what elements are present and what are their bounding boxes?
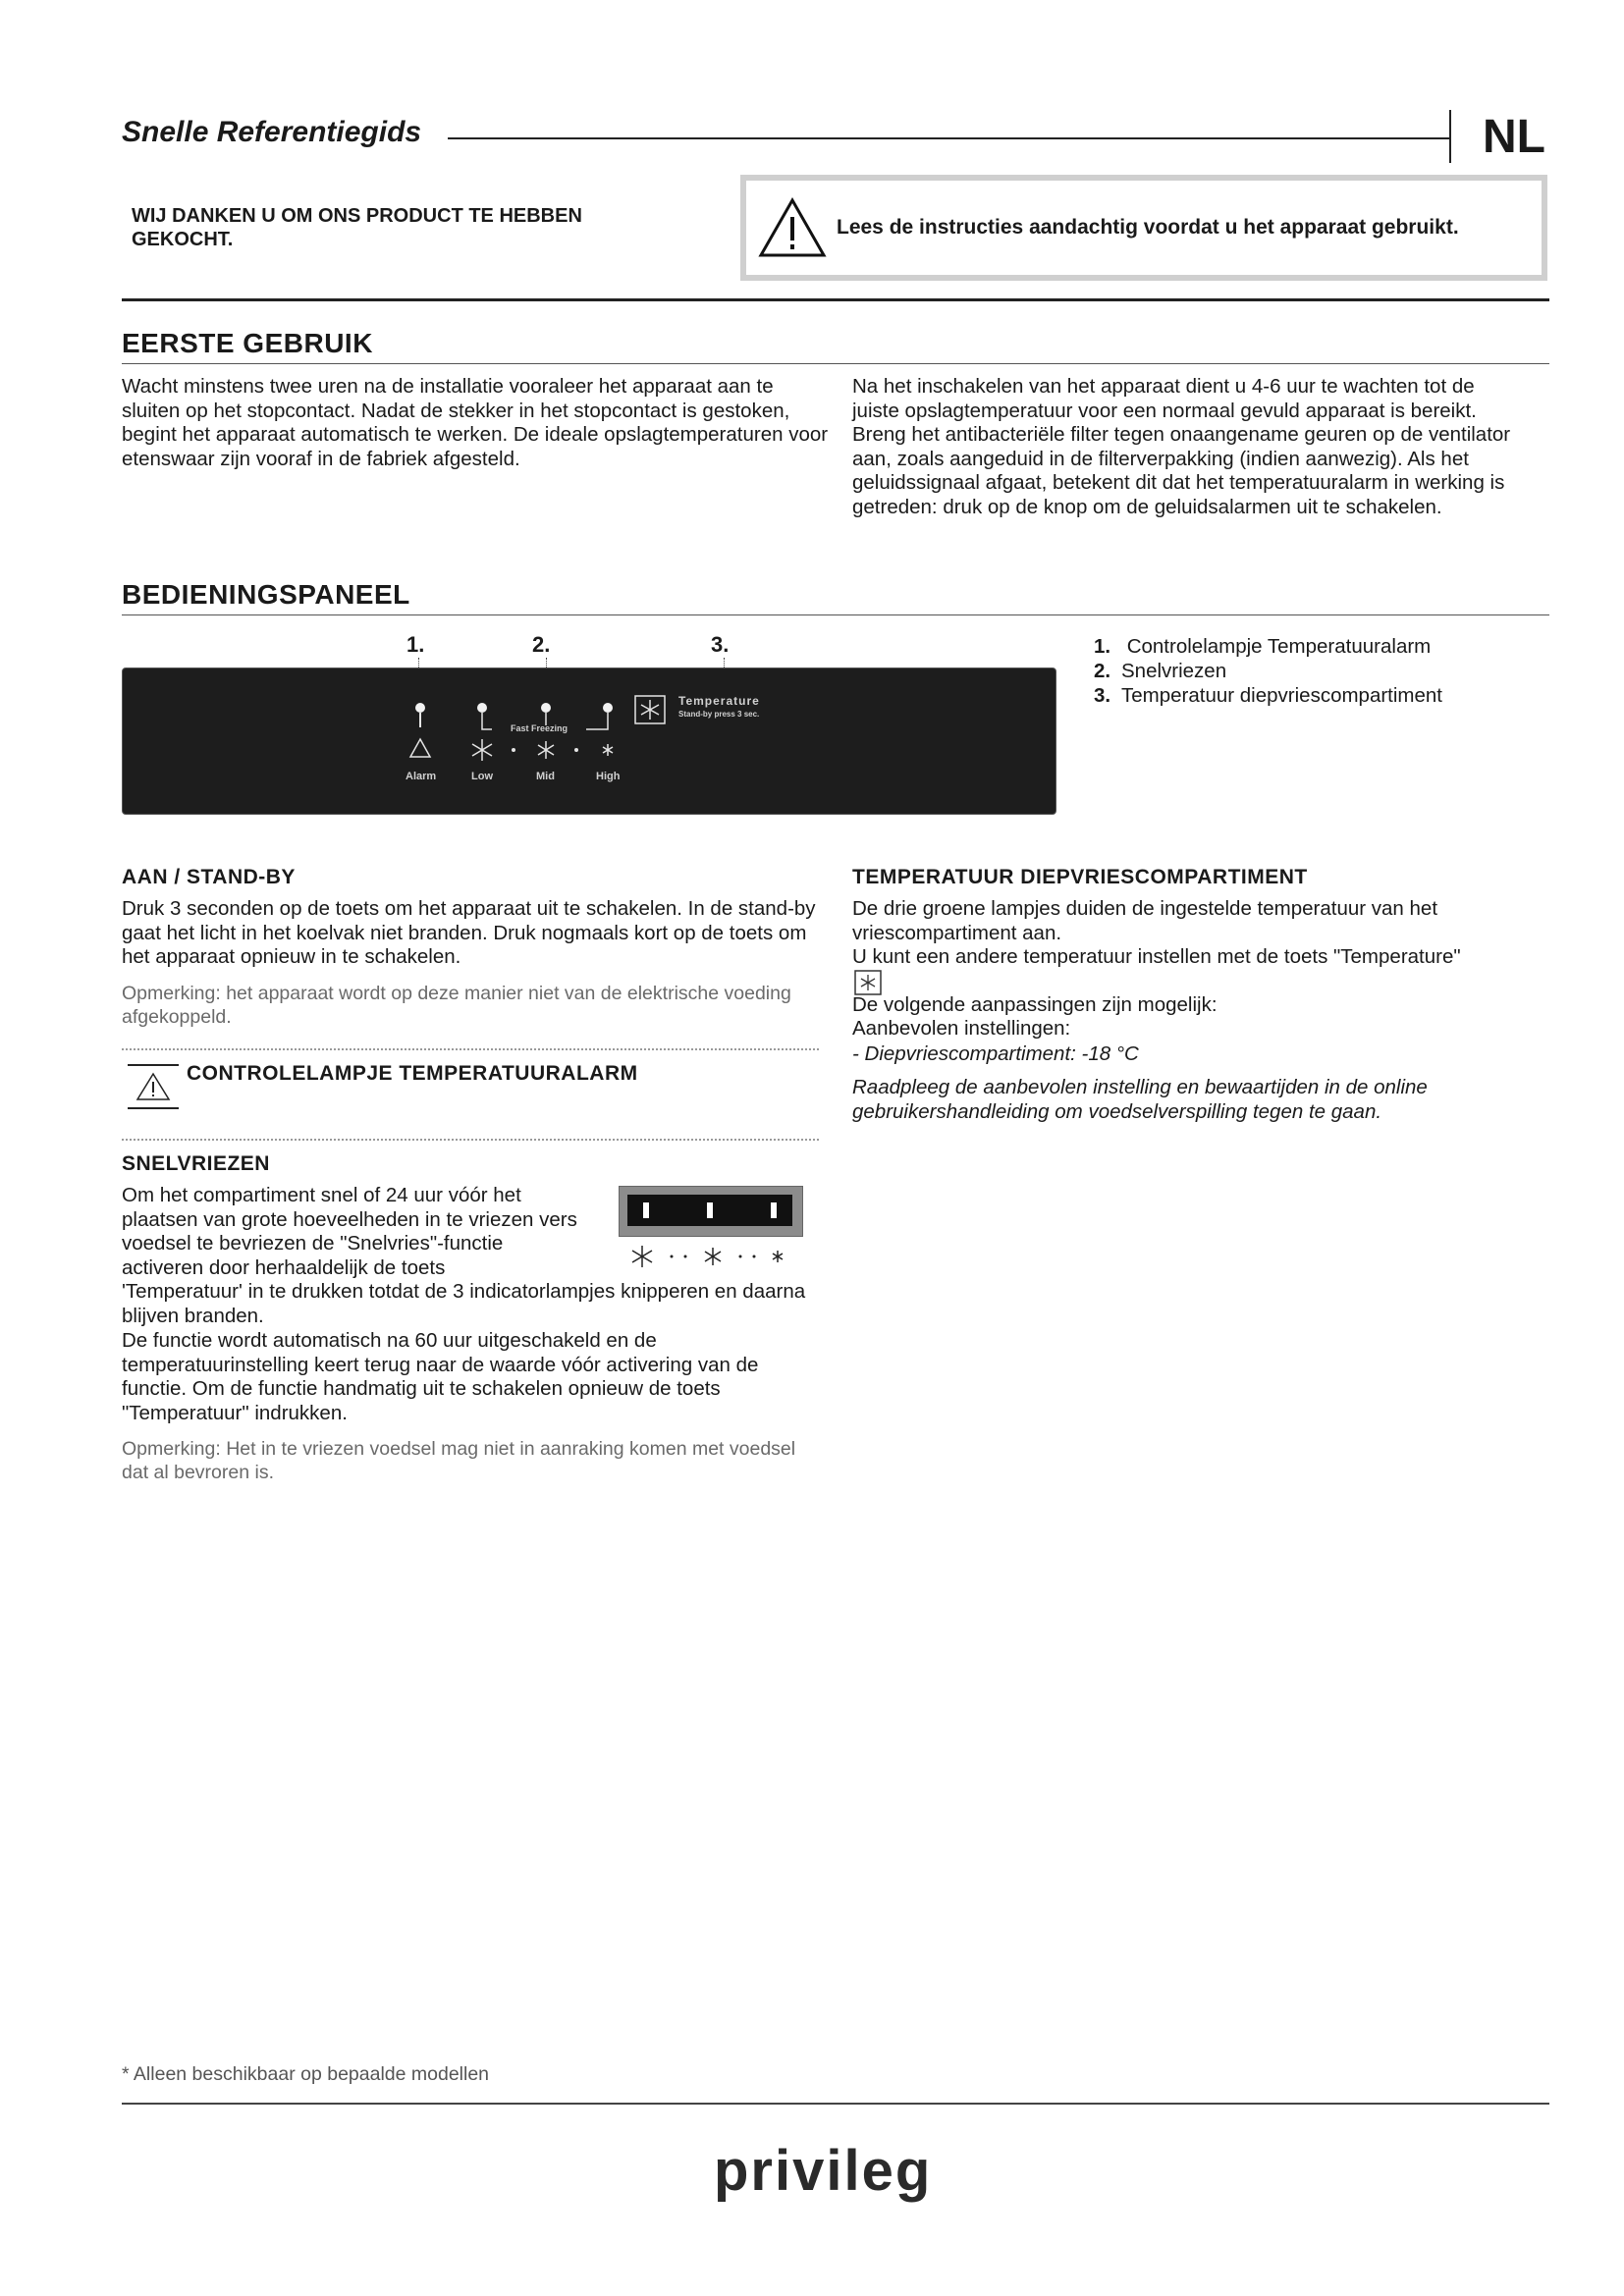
temperature-line-2: U kunt een andere temperatuur instellen met de toets "Temperature" <box>852 945 1461 968</box>
control-panel-image <box>122 667 1056 815</box>
thank-you-text: WIJ DANKEN U OM ONS PRODUCT TE HEBBEN GEKOCHT. <box>132 205 582 250</box>
warning-text: Lees de instructies aandachtig voordat u het apparaat gebruikt. <box>837 216 1459 239</box>
legend-number: 3. <box>1094 684 1111 707</box>
standby-note: Opmerking: het apparaat wordt op deze manier niet van de elektrische voeding afgekoppeld. <box>122 983 791 1028</box>
header-bottom-rule <box>122 298 1549 301</box>
control-panel-rule <box>122 614 1549 615</box>
first-use-rule <box>122 363 1549 364</box>
warning-box <box>740 175 1547 281</box>
alarm-label: Alarm <box>406 771 437 782</box>
control-panel-legend <box>1094 634 1442 708</box>
standby-text: Druk 3 seconden op de toets om het apparaat uit te schakelen. In de stand-by gaat het licht in het koelvak niet branden. Druk nogmaals kort op de toets om het apparaat opnieuw in te schakelen. <box>122 897 816 969</box>
alarm-divider <box>122 1139 819 1141</box>
legend-item-2 <box>1094 659 1442 683</box>
standby-title: AAN / STAND-BY <box>122 866 296 888</box>
first-use-left-text: Wacht minstens twee uren na de installatie vooraleer het apparaat aan te sluiten op het stopcontact. Nadat de stekker in het stopcontact is gestoken, begint het apparaat automatisch te werken. De ideale opslagtemperaturen voor etenswaar zijn vooraf in de fabriek afgesteld. <box>122 375 829 470</box>
alarm-title: CONTROLELAMPJE TEMPERATUURALARM <box>187 1062 638 1085</box>
temperature-line-6: Raadpleeg de aanbevolen instelling en bewaartijden in de online gebruikershandleiding om voedselverspilling tegen te gaan. <box>852 1076 1428 1123</box>
temperature-line-4: Aanbevolen instellingen: <box>852 1017 1071 1040</box>
header-rule <box>448 137 1449 139</box>
fast-freeze-note: Opmerking: Het in te vriezen voedsel mag niet in aanraking komen met voedsel dat al bevroren is. <box>122 1438 796 1483</box>
panel-graphics <box>123 668 1057 816</box>
temperature-line-5: - Diepvriescompartiment: -18 °C <box>852 1042 1139 1065</box>
legend-item-3 <box>1094 683 1442 708</box>
legend-item-1 <box>1094 634 1442 659</box>
language-code: NL <box>1483 111 1545 163</box>
low-label: Low <box>471 771 493 782</box>
temperature-line-1: De drie groene lampjes duiden de ingestelde temperatuur van het vriescompartiment aan. <box>852 897 1438 944</box>
callout-3: 3. <box>711 632 730 657</box>
header-divider <box>1449 110 1451 163</box>
brand-logo: privileg <box>714 2139 933 2203</box>
legend-label: Controlelampje Temperatuuralarm <box>1126 635 1432 658</box>
legend-label: Temperatuur diepvriescompartiment <box>1121 684 1442 707</box>
legend-number: 2. <box>1094 660 1111 682</box>
fast-freeze-text-3: De functie wordt automatisch na 60 uur uitgeschakeld en de temperatuurinstelling keert terug naar de waarde vóór activering van de functie. Om de functie handmatig uit te schakelen opnieuw de toets "Temperatuur" indrukken. <box>122 1329 759 1424</box>
document-title: Snelle Referentiegids <box>122 116 422 148</box>
fast-freezing-label: Fast Freezing <box>511 723 568 733</box>
temperature-line-3: De volgende aanpassingen zijn mogelijk: <box>852 993 1218 1016</box>
control-panel-title: BEDIENINGSPANEEL <box>122 579 410 610</box>
legend-label: Snelvriezen <box>1121 660 1227 682</box>
footnote: * Alleen beschikbaar op bepaalde modellen <box>122 2063 490 2085</box>
standby-divider <box>122 1048 819 1050</box>
legend-number: 1. <box>1094 635 1111 658</box>
fast-freeze-panel-image <box>619 1186 803 1237</box>
standby-label: Stand-by press 3 sec. <box>678 710 760 719</box>
mid-label: Mid <box>536 771 555 782</box>
high-label: High <box>596 771 621 782</box>
led-mid <box>707 1202 713 1218</box>
temperature-title: TEMPERATUUR DIEPVRIESCOMPARTIMENT <box>852 866 1308 888</box>
fast-freeze-panel-display <box>627 1195 792 1226</box>
led-low <box>643 1202 649 1218</box>
temperature-button-icon <box>854 970 882 995</box>
first-use-right-text: Na het inschakelen van het apparaat dient u 4-6 uur te wachten tot de juiste opslagtemperatuur voor een normaal gevuld apparaat is bereikt. Breng het antibacteriële filter tegen onaangename geuren op de ventilator aan, zoals aangeduid in de filterverpakking (indien aanwezig). Als het geluidssignaal afgaat, betekent dit dat het temperatuuralarm in werking is getreden: druk op de knop om de geluidsalarmen uit te schakelen. <box>852 375 1511 518</box>
fast-freeze-text-2: 'Temperatuur' in te drukken totdat de 3 indicatorlampjes knipperen en daarna blijven branden. <box>122 1280 806 1327</box>
footer-rule <box>122 2103 1549 2105</box>
fast-freeze-snowflakes-icon <box>624 1243 801 1270</box>
fast-freeze-text-1: Om het compartiment snel of 24 uur vóór het plaatsen van grote hoeveelheden in te vriezen vers voedsel te bevriezen de "Snelvries"-functie activeren door herhaaldelijk de toets <box>122 1184 577 1279</box>
warning-triangle-icon <box>758 197 827 258</box>
fast-freeze-title: SNELVRIEZEN <box>122 1152 270 1175</box>
first-use-title: EERSTE GEBRUIK <box>122 328 373 358</box>
alarm-triangle-icon <box>126 1062 181 1111</box>
callout-2: 2. <box>532 632 551 657</box>
callout-1: 1. <box>406 632 425 657</box>
temperature-label: Temperature <box>678 694 760 708</box>
led-high <box>771 1202 777 1218</box>
